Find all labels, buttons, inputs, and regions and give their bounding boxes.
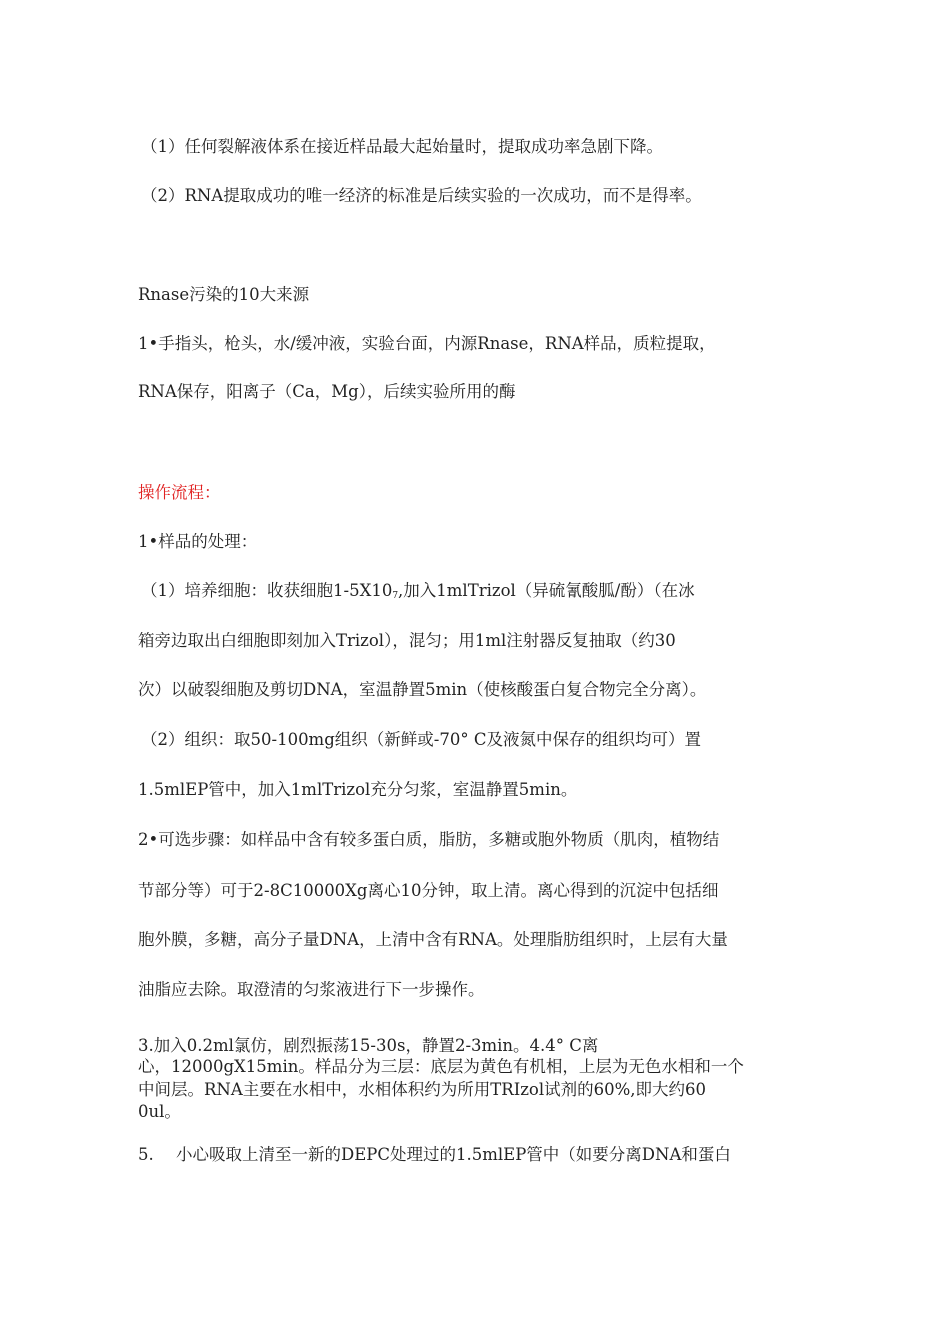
intro-line-1: （1）任何裂解液体系在接近样品最大起始量时，提取成功率急剧下降。: [141, 137, 663, 156]
cell-text-a: （1）培养细胞：收获细胞1-5X10: [141, 581, 393, 600]
step2-line-3: 胞外膜，多糖，高分子量DNA，上清中含有RNA。处理脂肪组织时，上层有大量: [138, 930, 728, 949]
step1-title: 1•样品的处理：: [138, 532, 258, 551]
intro-line-2: （2）RNA提取成功的唯一经济的标准是后续实验的一次成功，而不是得率。: [141, 186, 702, 205]
cell-exponent: 7: [392, 591, 399, 601]
step5-text: 小心吸取上清至一新的DEPC处理过的1.5mlEP管中（如要分离DNA和蛋白: [176, 1145, 731, 1164]
step2-line-1: 2•可选步骤：如样品中含有较多蛋白质，脂肪，多糖或胞外物质（肌肉，植物结: [138, 830, 720, 849]
cell-text-b: ,加入1mlTrizol（异硫氰酸胍/酚）（在冰: [398, 581, 695, 600]
cell-line-2: 箱旁边取出白细胞即刻加入Trizol），混匀；用1ml注射器反复抽取（约30: [138, 631, 676, 650]
step5-line-1: [138, 1145, 731, 1165]
step3-line-1: 3.加入0.2ml氯仿，剧烈振荡15-30s，静置2-3min。4.4° C离: [138, 1036, 599, 1055]
step2-line-4: 油脂应去除。取澄清的匀浆液进行下一步操作。: [138, 980, 485, 999]
cell-line-1: [141, 581, 695, 606]
tissue-line-2: 1.5mlEP管中，加入1mlTrizol充分匀浆，室温静置5min。: [138, 780, 578, 799]
step2-line-2: 节部分等）可于2-8C10000Xg离心10分钟，取上清。离心得到的沉淀中包括细: [138, 881, 719, 900]
procedure-heading: 操作流程：: [138, 483, 221, 502]
step3-line-4: 0ul。: [138, 1102, 181, 1121]
tissue-line-1: （2）组织：取50-100mg组织（新鲜或-70° C及液氮中保存的组织均可）置: [141, 730, 701, 749]
rnase-line-1: 1•手指头，枪头，水/缓冲液，实验台面，内源Rnase，RNA样品，质粒提取，: [138, 334, 716, 353]
step5-number: 5.: [138, 1145, 154, 1164]
rnase-line-2: RNA保存，阳离子（Ca，Mg），后续实验所用的酶: [138, 382, 516, 401]
cell-line-3: 次）以破裂细胞及剪切DNA，室温静置5min（使核酸蛋白复合物完全分离）。: [138, 680, 707, 699]
step3-line-3: 中间层。RNA主要在水相中，水相体积约为所用TRIzol试剂的60%,即大约60: [138, 1080, 707, 1099]
step3-line-2: 心，12000gX15min。样品分为三层：底层为黄色有机相，上层为无色水相和一个: [138, 1057, 744, 1076]
rnase-title: Rnase污染的10大来源: [138, 285, 310, 304]
